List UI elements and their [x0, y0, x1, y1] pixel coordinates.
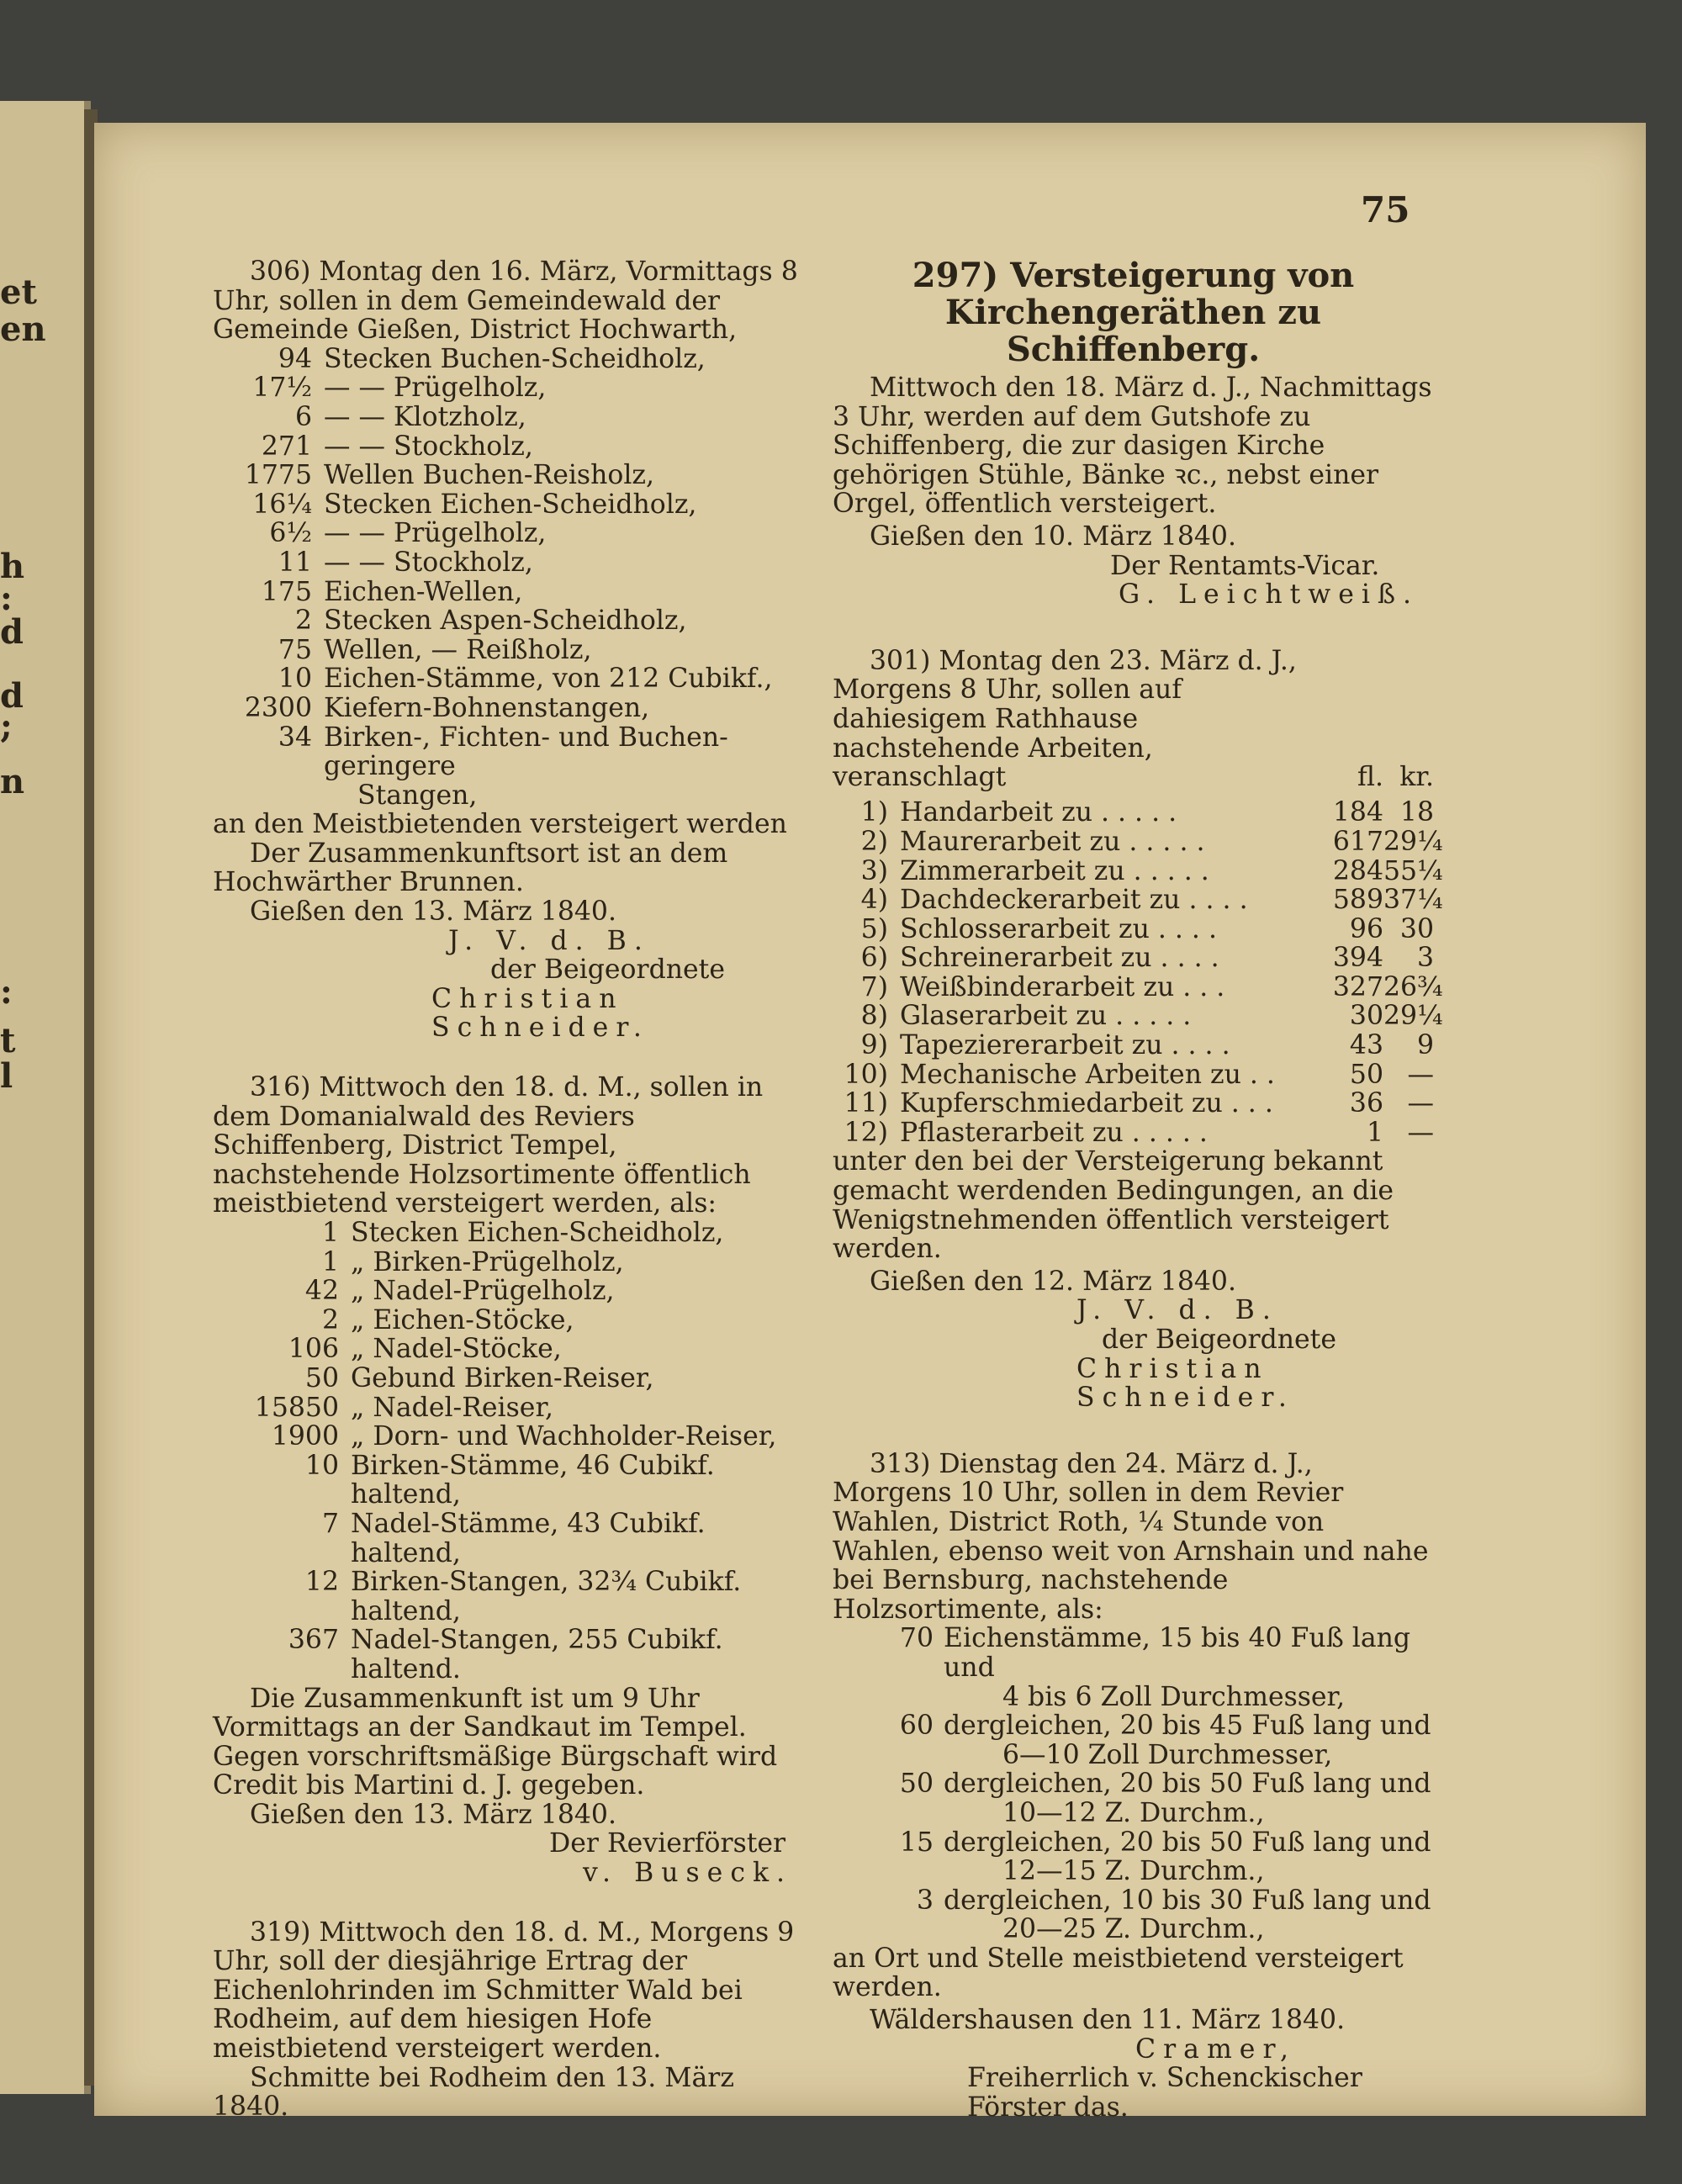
list-item — [833, 1915, 1434, 1944]
left-column — [213, 257, 810, 2122]
list-item — [213, 1364, 810, 1393]
list-item — [213, 1219, 810, 1248]
row-number: 11) — [844, 1088, 888, 1119]
item-text: Stecken Eichen-Scheidholz, — [351, 1218, 724, 1248]
item-quantity: 11 — [278, 547, 312, 578]
table-row — [833, 944, 1434, 973]
item-text: — — Prügelholz, — [324, 518, 547, 549]
notice-297 — [833, 257, 1434, 610]
list-item — [213, 373, 810, 403]
row-label: Tapeziererarbeit zu . . . . — [900, 1031, 1230, 1060]
item-quantity: 1 — [321, 1218, 339, 1248]
notice-close: an den Meistbietenden versteigert werden — [213, 809, 787, 840]
item-text-cont: 6—10 Zoll Durchmesser, — [1002, 1739, 1333, 1770]
notice-lead: 301) Montag den 23. März d. J., Morgens 8 Uhr, sollen auf dahiesigem Rathhause nachstehende Arbeiten, veranschlagt — [833, 645, 1297, 793]
item-quantity: 106 — [288, 1334, 339, 1365]
item-text: Stecken Aspen-Scheidholz, — [324, 605, 687, 637]
left-page-fragment: en — [0, 309, 46, 349]
row-number: 6) — [860, 943, 888, 974]
row-fl: 1 — [1366, 1117, 1383, 1148]
list-item — [213, 694, 810, 723]
item-text: Kiefern-Bohnenstangen, — [324, 692, 650, 723]
table-row — [833, 798, 1434, 828]
left-page-edge — [0, 101, 91, 2094]
row-kr: 37¼ — [1383, 885, 1443, 916]
item-quantity: 175 — [261, 576, 312, 607]
notice-lead: 313) Dienstag den 24. März d. J., Morgens 10 Uhr, sollen in dem Revier Wahlen, District Roth, ¼ Stunde von Wahlen, ebenso weit von Arnshain und nahe bei Bernsburg, nachstehende Holzsortimente, als: — [833, 1448, 1429, 1625]
row-number: 3) — [860, 855, 888, 886]
row-label: Handarbeit zu . . . . . — [900, 798, 1177, 828]
item-quantity: 15 — [899, 1827, 934, 1858]
item-text: Nadel-Stangen, 255 Cubikf. haltend. — [351, 1625, 723, 1684]
table-row — [833, 826, 1443, 857]
item-text-cont: 12—15 Z. Durchm., — [1002, 1856, 1265, 1887]
signature-line: Der Revierförster — [549, 1828, 786, 1859]
item-text: — — Prügelholz, — [324, 373, 547, 404]
signature-line: Der Rentamts-Vicar. — [1110, 550, 1380, 581]
signature-line: J. V. d. B. — [448, 925, 650, 956]
signature-name: Christian Schneider. — [1076, 1353, 1294, 1414]
notice-319 — [213, 1918, 810, 2122]
signature-name: Christian Schneider. — [431, 983, 649, 1044]
list-item — [213, 1568, 810, 1626]
row-label: Schreinerarbeit zu . . . . — [900, 944, 1219, 973]
item-quantity: 367 — [288, 1625, 339, 1656]
notice-title: 297) Versteigerung von Kirchengeräthen zu Schiffenberg. — [912, 256, 1355, 369]
item-quantity: 12 — [304, 1567, 339, 1598]
row-number: 5) — [860, 913, 888, 944]
item-text: Nadel-Stämme, 43 Cubikf. haltend, — [351, 1508, 706, 1568]
item-text-cont: 4 bis 6 Zoll Durchmesser, — [1002, 1681, 1346, 1712]
item-text: Eichen-Stämme, von 212 Cubikf., — [324, 664, 773, 695]
row-fl: 36 — [1349, 1088, 1383, 1119]
table-row — [833, 915, 1434, 944]
notice-313 — [833, 1450, 1434, 2123]
row-label: Glaserarbeit zu . . . . . — [900, 1002, 1192, 1032]
item-quantity: 1775 — [244, 460, 312, 491]
item-text: „ Birken-Prügelholz, — [351, 1246, 624, 1277]
list-item — [213, 490, 810, 520]
signature-name: G. Leichtweiß. — [1119, 579, 1420, 611]
notice-306 — [213, 257, 810, 1043]
list-item — [213, 403, 810, 432]
list-item — [833, 1828, 1434, 1858]
item-quantity: 271 — [261, 431, 312, 462]
item-text: „ Nadel-Reiser, — [351, 1392, 554, 1423]
left-page-fragment: : — [0, 579, 13, 618]
list-item — [213, 1452, 810, 1510]
notice-date: Gießen den 13. März 1840. — [250, 896, 616, 928]
item-quantity: 2 — [321, 1304, 339, 1335]
row-kr: — — [1407, 1059, 1434, 1090]
row-label: Kupferschmiedarbeit zu . . . — [900, 1089, 1273, 1118]
list-item — [213, 1510, 810, 1568]
item-quantity: 75 — [278, 634, 312, 665]
list-item — [213, 1248, 810, 1277]
notice-body: Mittwoch den 18. März d. J., Nachmittags 3 Uhr, werden auf dem Gutshofe zu Schiffenberg, die zur dasigen Kirche gehörigen Stühle, Bänke ꝛc., nebst einer Orgel, öffentlich versteigert. — [833, 373, 1432, 520]
row-label: Weißbinderarbeit zu . . . — [900, 972, 1225, 1002]
page-number: 75 — [1361, 189, 1410, 230]
item-text: „ Nadel-Prügelholz, — [351, 1276, 615, 1307]
list-item — [213, 1626, 810, 1684]
item-text: dergleichen, 20 bis 50 Fuß lang und — [944, 1827, 1431, 1858]
row-label: Schlosserarbeit zu . . . . — [900, 914, 1217, 944]
row-kr: 30 — [1399, 913, 1434, 944]
item-quantity: 17½ — [252, 373, 312, 404]
row-label: Maurerarbeit zu . . . . . — [900, 827, 1205, 857]
right-column — [833, 256, 1443, 2123]
list-item — [833, 1683, 1434, 1712]
notice-date: Gießen den 12. März 1840. — [870, 1266, 1236, 1297]
row-fl: 184 — [1332, 797, 1383, 828]
item-text: — — Stockholz, — [324, 547, 533, 578]
row-fl: 589 — [1332, 885, 1383, 916]
item-quantity — [213, 781, 324, 811]
table-row — [833, 1031, 1434, 1060]
list-item — [213, 723, 810, 781]
item-text: Eichenstämme, 15 bis 40 Fuß lang und — [944, 1623, 1411, 1683]
row-kr: 9 — [1416, 1030, 1434, 1061]
left-page-fragment: d — [0, 612, 24, 652]
notice-meeting: Die Zusammenkunft ist um 9 Uhr Vormittags an der Sandkaut im Tempel. Gegen vorschriftsmäßige Bürgschaft wird Credit bis Martini d. J. gegeben. — [213, 1683, 778, 1801]
list-item — [833, 1711, 1434, 1741]
row-fl: 327 — [1332, 971, 1383, 1002]
item-text: — — Stockholz, — [324, 431, 533, 462]
list-item — [833, 1886, 1434, 1916]
table-header — [833, 763, 1434, 792]
row-label: Pflasterarbeit zu . . . . . — [900, 1118, 1208, 1148]
notice-meeting: Der Zusammenkunftsort ist an dem Hochwärther Brunnen. — [213, 838, 728, 898]
item-text: Birken-, Fichten- und Buchen- geringere — [324, 722, 728, 782]
item-quantity: 6 — [294, 401, 312, 432]
left-page-fragment: : — [0, 972, 13, 1012]
item-text: Wellen, — Reißholz, — [324, 634, 592, 665]
left-page-fragment: ; — [0, 706, 13, 746]
list-item — [213, 781, 810, 811]
row-fl: 50 — [1349, 1059, 1383, 1090]
item-quantity: 60 — [899, 1711, 934, 1742]
notice-301 — [833, 645, 1443, 1414]
list-item — [213, 1306, 810, 1335]
left-page-fragment: et — [0, 272, 37, 312]
list-item — [213, 664, 810, 694]
signature-line: der Beigeordnete — [490, 955, 725, 986]
item-text: „ Nadel-Stöcke, — [351, 1334, 562, 1365]
item-quantity: 10 — [278, 664, 312, 695]
row-number: 9) — [860, 1030, 888, 1061]
list-item — [213, 1335, 810, 1364]
row-number: 4) — [860, 885, 888, 916]
list-item — [833, 1799, 1434, 1828]
row-fl: 394 — [1332, 943, 1383, 974]
item-quantity: 15850 — [254, 1392, 339, 1423]
signature-line: der Beigeordnete — [1102, 1325, 1336, 1355]
row-label: Mechanische Arbeiten zu . . — [900, 1060, 1275, 1090]
item-text: dergleichen, 20 bis 45 Fuß lang und — [944, 1711, 1431, 1742]
row-number: 2) — [860, 826, 888, 857]
notice-close: an Ort und Stelle meistbietend versteigert werden. — [833, 1943, 1404, 2003]
table-row — [833, 885, 1443, 916]
table-row — [833, 971, 1443, 1002]
row-label: Zimmerarbeit zu . . . . . — [900, 856, 1209, 886]
row-kr: 26¾ — [1383, 971, 1443, 1002]
signature-name: v. Buseck. — [583, 1858, 793, 1889]
item-quantity: 2300 — [244, 692, 312, 723]
row-fl: 617 — [1332, 826, 1383, 857]
item-quantity: 2 — [294, 605, 312, 637]
item-text-cont: 20—25 Z. Durchm., — [1002, 1914, 1265, 1945]
item-text: Stecken Eichen-Scheidholz, — [324, 489, 697, 520]
row-kr: 55¼ — [1383, 855, 1443, 886]
item-quantity: 10 — [304, 1450, 339, 1481]
item-quantity: 34 — [278, 722, 312, 753]
list-item — [213, 345, 810, 374]
row-number: 10) — [844, 1059, 888, 1090]
list-item — [213, 1422, 810, 1452]
row-label: Dachdeckerarbeit zu . . . . — [900, 886, 1248, 915]
notice-lead: 316) Mittwoch den 18. d. M., sollen in dem Domanialwald des Reviers Schiffenberg, District Tempel, nachstehende Holzsortimente öffentlich meistbietend versteigert werden, als: — [213, 1072, 764, 1219]
item-quantity: 42 — [304, 1276, 339, 1307]
list-item — [213, 461, 810, 490]
row-number: 1) — [860, 797, 888, 828]
item-text: Eichen-Wellen, — [324, 576, 523, 607]
left-page-fragment: d — [0, 676, 24, 716]
signature-name: Cramer, — [1135, 2033, 1297, 2065]
row-kr: 29¼ — [1383, 826, 1443, 857]
item-text: „ Eichen-Stöcke, — [351, 1304, 574, 1335]
row-kr: — — [1407, 1088, 1434, 1119]
item-text: Wellen Buchen-Reisholz, — [324, 460, 655, 491]
list-item — [833, 1741, 1434, 1770]
list-item — [213, 1277, 810, 1306]
list-item — [213, 1393, 810, 1423]
item-quantity: 7 — [321, 1508, 339, 1539]
item-text-cont: 10—12 Z. Durchm., — [1002, 1797, 1265, 1828]
left-page-fragment: h — [0, 547, 25, 586]
row-fl: 30 — [1349, 1001, 1383, 1032]
notice-lead: 306) Montag den 16. März, Vormittags 8 Uhr, sollen in dem Gemeindewald der Gemeinde Gießen, District Hochwarth, — [213, 256, 798, 346]
item-quantity: 94 — [278, 343, 312, 374]
row-kr: 18 — [1399, 797, 1434, 828]
item-text: Stecken Buchen-Scheidholz, — [324, 343, 706, 374]
item-quantity: 50 — [304, 1362, 339, 1393]
item-text: Stangen, — [357, 780, 478, 811]
row-kr: 3 — [1416, 943, 1434, 974]
notice-date: Wäldershausen den 11. März 1840. — [870, 2005, 1346, 2036]
notice-316 — [213, 1073, 810, 1888]
notice-lead: 319) Mittwoch den 18. d. M., Morgens 9 Uhr, soll der diesjährige Ertrag der Eichenlohrinden im Schmitter Wald bei Rodheim, auf dem hiesigen Hofe meistbietend versteigert werden. — [213, 1917, 795, 2065]
item-text: dergleichen, 10 bis 30 Fuß lang und — [944, 1885, 1431, 1916]
item-text: Gebund Birken-Reiser, — [351, 1362, 654, 1393]
item-quantity: 1900 — [271, 1421, 339, 1452]
item-quantity: 1 — [321, 1246, 339, 1277]
item-text: „ Dorn- und Wachholder-Reiser, — [351, 1421, 777, 1452]
notice-date: Gießen den 10. März 1840. — [870, 521, 1236, 552]
table-row — [833, 1060, 1434, 1090]
item-text: — — Klotzholz, — [324, 401, 526, 432]
table-row — [833, 855, 1443, 886]
item-quantity: 3 — [916, 1885, 934, 1916]
row-number: 12) — [844, 1117, 888, 1148]
row-kr: — — [1407, 1117, 1434, 1148]
list-item — [213, 578, 810, 607]
notice-close: unter den bei der Versteigerung bekannt gemacht werdenden Bedingungen, an die Wenigstnehmenden öffentlich versteigert werden. — [833, 1146, 1394, 1265]
item-text: dergleichen, 20 bis 50 Fuß lang und — [944, 1769, 1431, 1800]
item-quantity: 16¼ — [252, 489, 312, 520]
row-kr: 29¼ — [1383, 1001, 1443, 1032]
item-text: Birken-Stämme, 46 Cubikf. haltend, — [351, 1450, 715, 1510]
table-row — [833, 1118, 1434, 1148]
item-quantity: 6½ — [269, 518, 312, 549]
left-page-fragment: l — [0, 1056, 13, 1096]
list-item — [213, 606, 810, 636]
item-quantity: 50 — [899, 1769, 934, 1800]
item-text: Birken-Stangen, 32¾ Cubikf. haltend, — [351, 1567, 742, 1626]
col-header-kr: kr. — [1399, 761, 1434, 792]
list-item — [213, 432, 810, 462]
row-number: 7) — [860, 971, 888, 1002]
list-item — [833, 1857, 1434, 1886]
list-item — [213, 519, 810, 548]
notice-date: Gießen den 13. März 1840. — [250, 1799, 616, 1830]
row-fl: 43 — [1349, 1030, 1383, 1061]
list-item — [213, 548, 810, 578]
list-item — [213, 636, 810, 665]
row-fl: 284 — [1332, 855, 1383, 886]
left-page-fragment: n — [0, 762, 25, 801]
notice-date: Schmitte bei Rodheim den 13. März 1840. — [213, 2062, 734, 2123]
table-row — [833, 1001, 1443, 1032]
row-fl: 96 — [1349, 913, 1383, 944]
left-page-fragment: t — [0, 1021, 16, 1060]
row-number: 8) — [860, 1001, 888, 1032]
list-item — [833, 1769, 1434, 1799]
signature-line: J. V. d. B. — [1076, 1295, 1278, 1326]
signature-line: Freiherrlich v. Schenckischer Förster das. — [967, 2063, 1362, 2123]
list-item — [833, 1624, 1434, 1682]
item-quantity: 70 — [899, 1623, 934, 1654]
col-header-fl: fl. — [1357, 761, 1383, 792]
table-row — [833, 1089, 1434, 1118]
